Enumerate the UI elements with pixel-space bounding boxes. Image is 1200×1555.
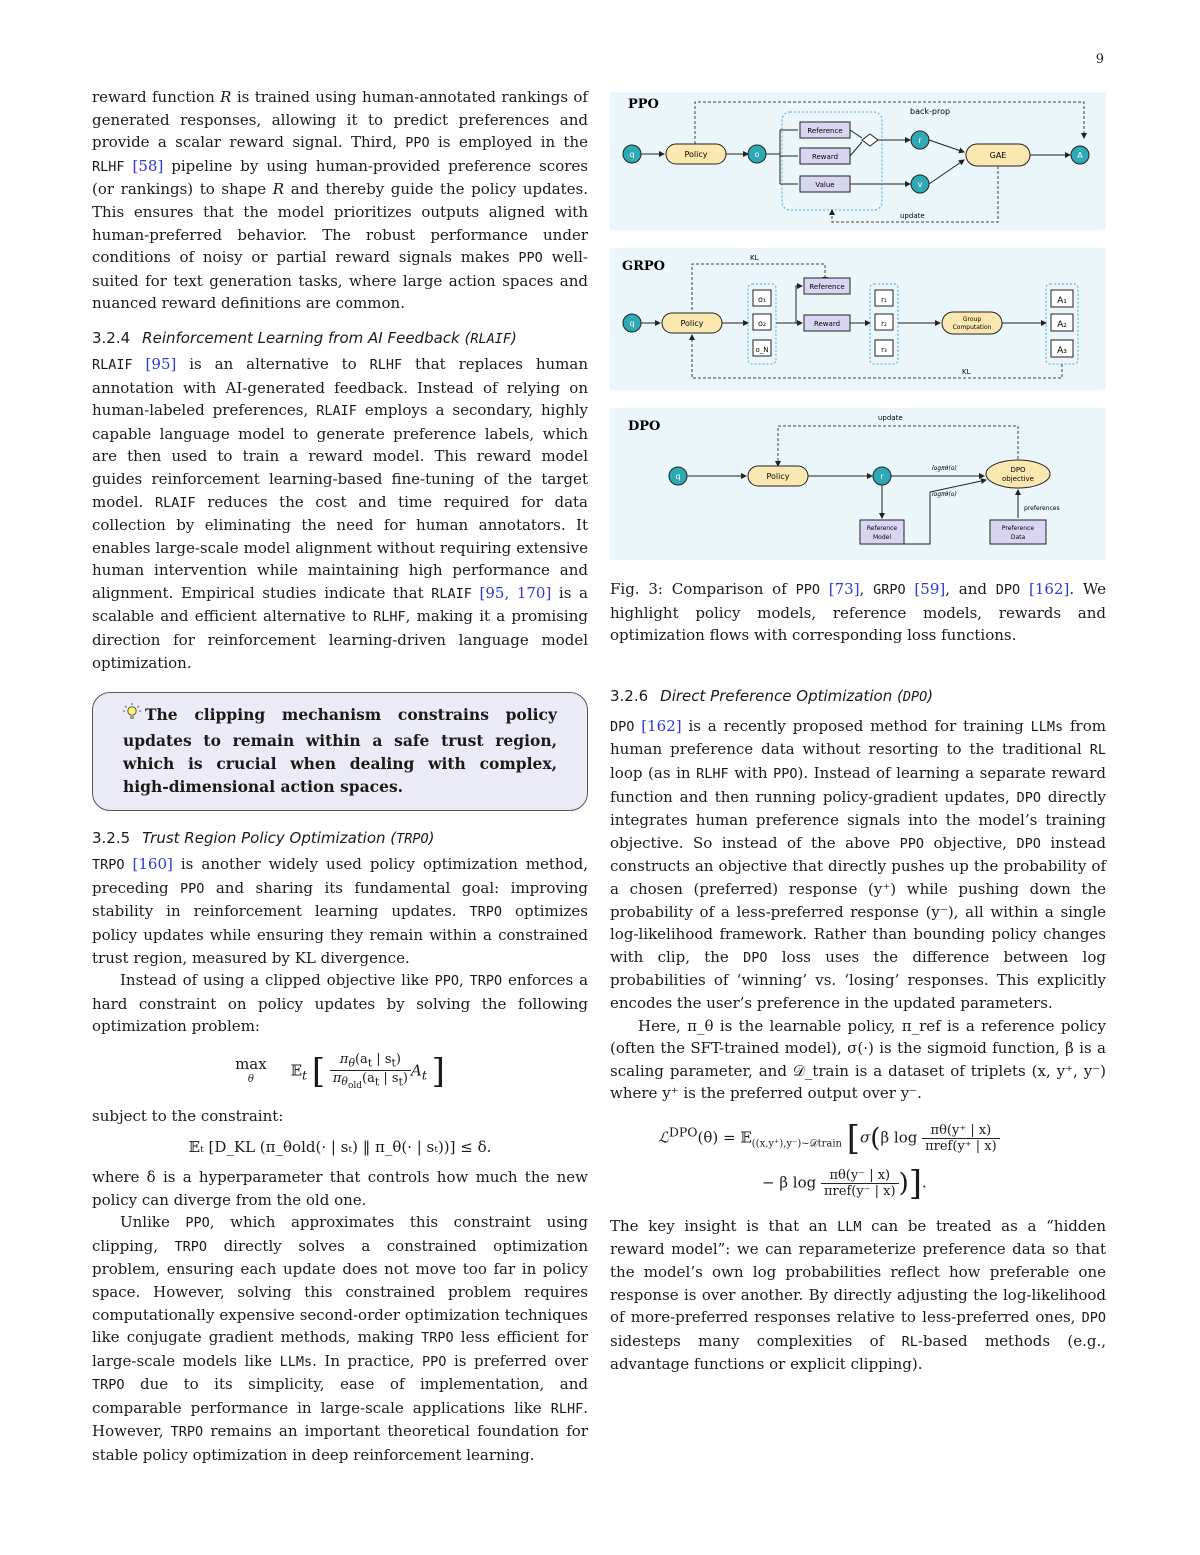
- svg-text:Policy: Policy: [766, 472, 790, 481]
- trpo-paragraph-2: Instead of using a clipped objective like PPO, TRPO enforces a hard constraint on policy updates by solving the following optimization problem:: [92, 971, 589, 1036]
- svg-text:Preference: Preference: [1001, 525, 1035, 532]
- dpo-paragraph-2: Here, π_θ is the learnable policy, π_ref is a reference policy (often the SFT-trained model), σ(·) is the sigmoid function, β is a scaling parameter, and 𝒟_train is a dataset of triplets (x, y⁺, y⁻) where y⁺ is the preferred output over y⁻.: [610, 1016, 1106, 1103]
- svg-text:r₁: r₁: [881, 296, 887, 304]
- constraint-intro: subject to the constraint:: [92, 1107, 284, 1126]
- dpo-title: DPO: [628, 419, 661, 434]
- dpo-loss-equation: ℒ$^{DPO}$(θ) = 𝔼$_{((x,y^+),y^-)\sim 𝒟train}$ [σ(β log $\frac{\pi\theta(y^+ | x)}{\text{πref(y⁺ | x)}}$: [610, 1123, 1106, 1154]
- svg-text:A₁: A₁: [1057, 296, 1067, 306]
- section-heading-dpo: 3.2.6 Direct Preference Optimization (DPO): [610, 686, 934, 705]
- svg-text:o: o: [754, 150, 760, 159]
- svg-text:q: q: [629, 150, 635, 159]
- svg-text:q: q: [629, 319, 635, 328]
- svg-text:Policy: Policy: [684, 150, 708, 159]
- trpo-constraint-equation: 𝔼ₜ [D_KL (π_θold(· | sₜ) ‖ π_θ(· | sₜ))] ≤ δ.: [188, 1137, 492, 1156]
- svg-text:o_N: o_N: [755, 346, 769, 354]
- section-heading-rlaif: 3.2.4 Reinforcement Learning from AI Feedback (RLAIF): [92, 328, 517, 347]
- backprop-label: back-prop: [910, 107, 951, 116]
- svg-text:r₂: r₂: [881, 320, 887, 328]
- svg-text:DPO: DPO: [1010, 466, 1026, 474]
- update-label: update: [878, 414, 903, 422]
- kl-top-label: KL: [750, 254, 759, 262]
- dpo-final-paragraph: The key insight is that an LLM can be treated as a “hidden reward model”: we can reparameterize preference data so that the model’s own log probabilities reflect how preferable one response is over another. By directly adjusting the log-likelihood of more-preferred responses relative to less-preferred ones, DPO sidesteps many complexities of RL-based methods (e.g., advantage functions or explicit clipping).: [610, 1216, 1106, 1374]
- page-number: 9: [1095, 52, 1104, 67]
- trpo-paragraph-1: TRPO [160] is another widely used policy optimization method, preceding PPO and sharing its fundamental goal: improving stability in reinforcement learning updates. TRPO optimizes policy updates while ensuring they remain within a constrained trust region, measured by KL divergence.: [92, 855, 589, 967]
- grpo-title: GRPO: [622, 259, 666, 274]
- svg-text:Value: Value: [815, 181, 835, 189]
- svg-text:r₃: r₃: [881, 346, 887, 354]
- figure-3: [610, 92, 1106, 647]
- trpo-objective-equation: max θ 𝔼$_t$ [ $\frac{\pi_\theta(a_t | s_t)}{\pi_{\theta_{old}}(a_t | s_t)}$ $A_t$ ]: [235, 1051, 445, 1092]
- svg-text:Computation: Computation: [952, 324, 992, 331]
- logpi-ref-label: logπθ(o): [932, 491, 957, 498]
- svg-text:Data: Data: [1010, 534, 1026, 541]
- svg-text:objective: objective: [1002, 475, 1034, 483]
- delta-paragraph: where δ is a hyperparameter that controls how much the new policy can diverge from the old one.: [92, 1167, 588, 1209]
- svg-text:q: q: [675, 472, 681, 481]
- svg-text:A: A: [1077, 151, 1083, 160]
- citation-link[interactable]: [162]: [641, 716, 682, 735]
- citation-link[interactable]: [59]: [914, 580, 946, 598]
- citation-link[interactable]: [73]: [828, 580, 860, 598]
- trpo-paragraph-3: Unlike PPO, which approximates this constraint using clipping, TRPO directly solves a constrained optimization problem, ensuring each update does not move too far in policy space. However, solving this constrained problem requires computationally expensive second-order optimization techniques like conjugate gradient methods, making TRPO less efficient for large-scale models like LLMs. In practice, PPO is preferred over TRPO due to its simplicity, ease of implementation, and comparable performance in large-scale applications like RLHF. However, TRPO remains an important theoretical foundation for stable policy optimization in deep reinforcement learning.: [92, 1213, 589, 1465]
- svg-text:Reference: Reference: [809, 283, 845, 291]
- intro-paragraph: reward function R is trained using human-annotated rankings of generated responses, allowing it to predict preferences and provide a scalar reward signal. Third, PPO is employed in the RLHF [58] pipeline by using human-provided preference scores (or rankings) to shape R and thereby guide the policy updates. This ensures that the model prioritizes outputs aligned with human-preferred behavior. The robust performance under conditions of noisy or partial reward signals makes PPO well-suited for text generation tasks, where large action spaces and nuanced reward definitions are common.: [92, 88, 589, 313]
- svg-text:Model: Model: [872, 534, 892, 541]
- citation-link[interactable]: [162]: [1028, 580, 1070, 598]
- citation-link[interactable]: [58]: [132, 156, 164, 175]
- rlaif-paragraph: RLAIF [95] is an alternative to RLHF that replaces human annotation with AI-generated feedback. Instead of relying on human-labeled preferences, RLAIF employs a secondary, highly capable language model to generate preference labels, which are then used to train a reward model. This reward model guides reinforcement learning-based fine-tuning of the target model. RLAIF reduces the cost and time required for data collection by eliminating the need for human annotators. It enables large-scale model alignment without requiring extensive human intervention while maintaining high performance and alignment. Empirical studies indicate that RLAIF [95, 170] is a scalable and efficient alternative to RLHF, making it a promising direction for reinforcement learning-driven language model optimization.: [92, 354, 589, 672]
- svg-text:r: r: [880, 472, 884, 481]
- svg-text:Policy: Policy: [680, 319, 704, 328]
- svg-text:GAE: GAE: [989, 151, 1007, 160]
- lightbulb-icon: [123, 703, 145, 729]
- svg-text:r: r: [918, 136, 922, 145]
- svg-text:o₁: o₁: [757, 295, 767, 304]
- right-column: [610, 92, 1106, 1376]
- dpo-panel: [610, 408, 1106, 560]
- svg-text:Reference: Reference: [807, 127, 843, 135]
- ppo-panel: [610, 92, 1106, 230]
- section-heading-trpo: 3.2.5 Trust Region Policy Optimization (TRPO): [92, 829, 435, 848]
- svg-text:Reward: Reward: [813, 320, 841, 328]
- citation-link[interactable]: [95, 170]: [479, 583, 552, 602]
- citation-link[interactable]: [160]: [132, 855, 173, 874]
- svg-text:o₂: o₂: [757, 319, 767, 328]
- ppo-title: PPO: [628, 97, 659, 112]
- logpi-theta-label: logπθ(o): [932, 465, 957, 472]
- svg-text:Group: Group: [962, 316, 982, 323]
- figure-caption: Fig. 3: Comparison of PPO [73], GRPO [59], and DPO [162]. We highlight policy models, reference models, rewards and optimization flows with corresponding loss functions.: [610, 580, 1106, 645]
- left-column: [92, 86, 588, 1467]
- svg-text:A₃: A₃: [1057, 346, 1067, 356]
- preferences-label: preferences: [1024, 505, 1060, 512]
- kl-bottom-label: KL: [962, 368, 971, 376]
- grpo-panel: [610, 248, 1106, 390]
- update-label: update: [900, 212, 925, 220]
- svg-text:Reference: Reference: [866, 525, 898, 532]
- dpo-paragraph-1: DPO [162] is a recently proposed method for training LLMs from human preference data without resorting to the traditional RL loop (as in RLHF with PPO). Instead of learning a separate reward function and then running policy-gradient updates, DPO directly integrates human preference signals into the model’s training objective. So instead of the above PPO objective, DPO instead constructs an objective that directly pushes up the probability of a chosen (preferred) response (y⁺) while pushing down the probability of a less-preferred response (y⁻), all within a single log-likelihood framework. Rather than bounding policy changes with clip, the DPO loss uses the difference between log probabilities of ‘winning’ vs. ‘losing’ responses. This explicitly encodes the user’s preference in the updated parameters.: [610, 716, 1107, 1012]
- svg-text:v: v: [917, 180, 923, 189]
- svg-text:Reward: Reward: [811, 153, 839, 161]
- dpo-objective-node: [986, 460, 1050, 488]
- dpo-loss-equation-line2: − β log $\frac{\pi\theta(y^- | x)}{\text{πref(y⁻ | x)}}$ )].: [762, 1163, 927, 1204]
- svg-text:A₂: A₂: [1057, 320, 1067, 330]
- citation-link[interactable]: [95]: [145, 354, 177, 373]
- insight-callout: The clipping mechanism constrains policy updates to remain within a safe trust region, which is crucial when dealing with complex, high-dimensional action spaces.: [92, 692, 588, 811]
